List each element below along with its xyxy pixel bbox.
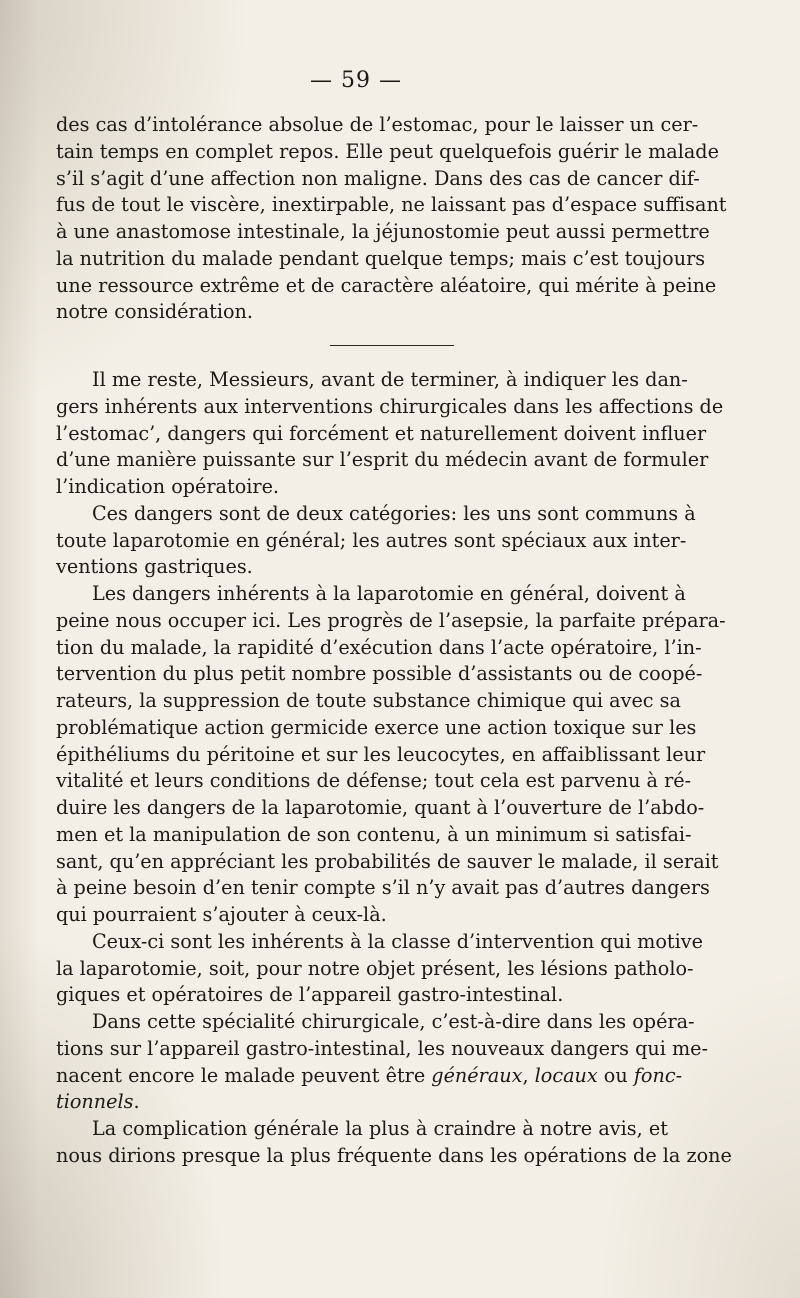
paragraph	[56, 501, 696, 581]
text-line: Ceux-ci sont les inhérents à la classe d’intervention qui motive	[92, 929, 703, 953]
text-line: tain temps en complet repos. Elle peut quelquefois guérir le malade	[56, 139, 719, 163]
paragraph	[56, 1116, 732, 1170]
text-line: à une anastomose intestinale, la jéjunostomie peut aussi permettre	[56, 220, 710, 243]
text-line: s’il s’agit d’une affection non maligne. Dans des cas de cancer dif-	[56, 166, 700, 190]
italic-term: généraux	[431, 1063, 523, 1087]
page-number: — 59 —	[310, 68, 402, 93]
text-line: tions sur l’appareil gastro-intestinal, les nouveaux dangers qui me-	[56, 1036, 708, 1060]
italic-term: locaux	[534, 1063, 598, 1087]
section-divider	[330, 345, 454, 346]
text-fragment: nacent encore le malade peuvent être	[56, 1063, 432, 1087]
text-line: rateurs, la suppression de toute substance chimique qui avec sa	[56, 689, 681, 712]
paragraph	[56, 112, 727, 326]
text-line: La complication générale la plus à craindre à notre avis, et	[92, 1117, 668, 1140]
body-text	[56, 112, 732, 1170]
text-line: gers inhérents aux interventions chirurgicales dans les affections de	[56, 394, 724, 418]
text-line: ventions gastriques.	[56, 555, 253, 579]
text-line: nous dirions presque la plus fréquente dans les opérations de la zone	[56, 1143, 732, 1167]
text-fragment: ,	[522, 1063, 535, 1087]
text-line: fus de tout le viscère, inextirpable, ne laissant pas d’espace suffisant	[56, 193, 727, 217]
text-line	[56, 1063, 683, 1090]
text-line: Les dangers inhérents à la laparotomie en général, doivent à	[92, 582, 686, 605]
text-line: duire les dangers de la laparotomie, quant à l’ouverture de l’abdo-	[56, 796, 705, 819]
text-line: sant, qu’en appréciant les probabilités de sauver le malade, il serait	[56, 849, 719, 873]
paragraph	[56, 1009, 708, 1116]
text-line: qui pourraient s’ajouter à ceux-là.	[56, 903, 387, 926]
text-fragment: .	[133, 1090, 140, 1114]
text-line: une ressource extrême et de caractère aléatoire, qui mérite à peine	[56, 273, 717, 297]
italic-term: fonc-	[633, 1063, 683, 1087]
text-line: des cas d’intolérance absolue de l’estomac, pour le laisser un cer-	[56, 113, 699, 136]
paragraph	[56, 367, 724, 501]
paragraph	[56, 581, 726, 929]
text-line: épithéliums du péritoine et sur les leucocytes, en affaiblissant leur	[56, 742, 706, 766]
text-line: la nutrition du malade pendant quelque temps; mais c’est toujours	[56, 246, 706, 270]
text-line: à peine besoin d’en tenir compte s’il n’y avait pas d’autres dangers	[56, 876, 710, 900]
text-line: Dans cette spécialité chirurgicale, c’est-à-dire dans les opéra-	[92, 1010, 695, 1033]
text-line: l’estomac’, dangers qui forcément et naturellement doivent influer	[56, 421, 707, 445]
text-line: toute laparotomie en général; les autres sont spéciaux aux inter-	[56, 528, 687, 552]
text-line: la laparotomie, soit, pour notre objet présent, les lésions patholo-	[56, 956, 694, 980]
text-line: tion du malade, la rapidité d’exécution dans l’acte opératoire, l’in-	[56, 635, 702, 659]
text-line: d’une manière puissante sur l’esprit du médecin avant de formuler	[56, 448, 709, 472]
text-line: l’indication opératoire.	[56, 475, 280, 498]
text-line: giques et opératoires de l’appareil gastro-intestinal.	[56, 983, 564, 1007]
text-line: Il me reste, Messieurs, avant de terminer, à indiquer les dan-	[92, 368, 688, 391]
text-line: vitalité et leurs conditions de défense; tout cela est parvenu à ré-	[56, 769, 692, 793]
paragraph	[56, 929, 703, 1009]
text-fragment: ou	[597, 1063, 634, 1087]
italic-term: tionnels	[56, 1090, 134, 1114]
text-line: problématique action germicide exerce une action toxique sur les	[56, 715, 697, 739]
text-line	[56, 1089, 668, 1116]
text-line: tervention du plus petit nombre possible d’assistants ou de coopé-	[56, 662, 703, 686]
text-line: Ces dangers sont de deux catégories: les uns sont communs à	[92, 501, 696, 525]
text-line: peine nous occuper ici. Les progrès de l’asepsie, la parfaite prépara-	[56, 608, 726, 632]
text-line: men et la manipulation de son contenu, à un minimum si satisfai-	[56, 822, 692, 846]
text-line: notre considération.	[56, 300, 253, 324]
